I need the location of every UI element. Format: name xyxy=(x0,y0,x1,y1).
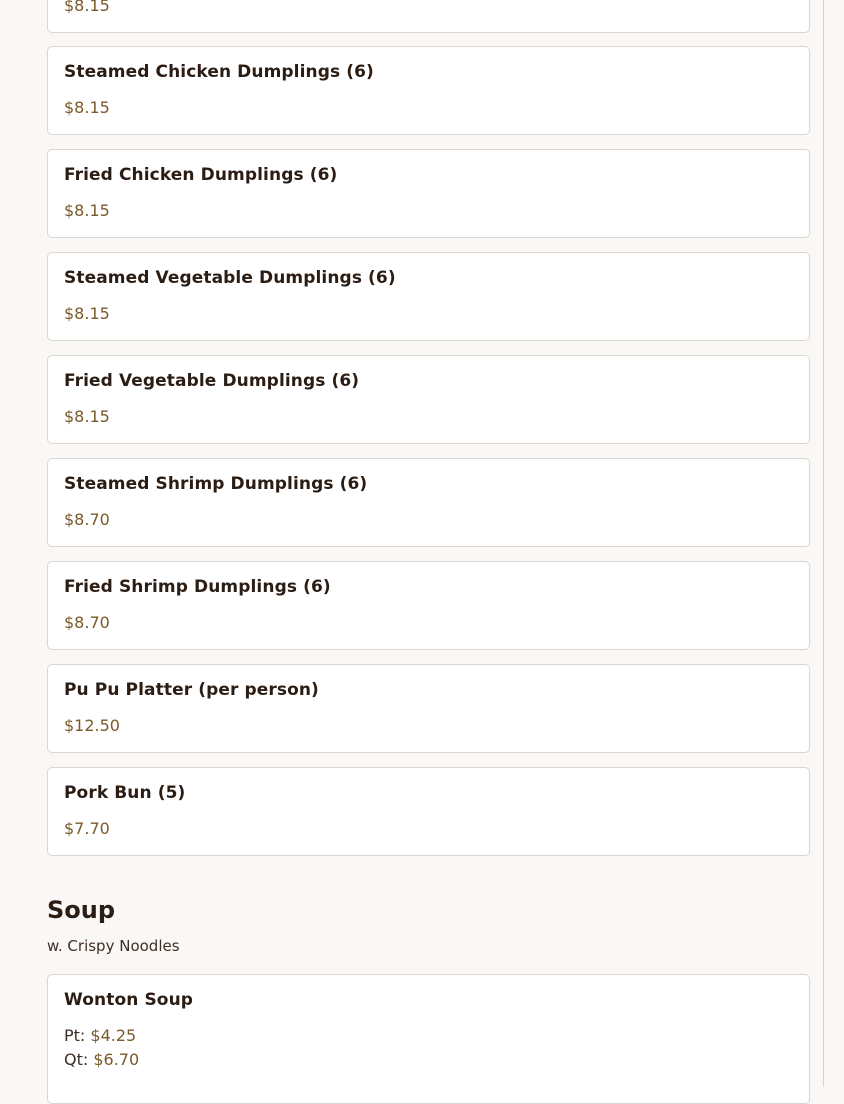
size-label: Pt: xyxy=(64,1026,86,1045)
menu-item-price: $8.15 xyxy=(64,304,110,323)
menu-item-card[interactable] xyxy=(47,149,810,238)
menu-item-name: Pork Bun (5) xyxy=(64,783,186,803)
size-price-line xyxy=(64,1026,136,1045)
menu-item-price: $8.15 xyxy=(64,98,110,117)
menu-item-card[interactable] xyxy=(47,974,810,1104)
size-price: $6.70 xyxy=(93,1050,140,1069)
menu-item-card[interactable] xyxy=(47,561,810,650)
section-subtitle: w. Crispy Noodles xyxy=(47,937,180,955)
menu-item-name: Pu Pu Platter (per person) xyxy=(64,680,319,700)
menu-item-card[interactable] xyxy=(47,664,810,753)
menu-item-price: $8.15 xyxy=(64,201,110,220)
menu-item-name: Fried Chicken Dumplings (6) xyxy=(64,165,338,185)
menu-item-price: $8.70 xyxy=(64,613,110,632)
size-price: $4.25 xyxy=(90,1026,137,1045)
menu-item-name: Steamed Shrimp Dumplings (6) xyxy=(64,474,368,494)
menu-item-price: $12.50 xyxy=(64,716,120,735)
size-label: Qt: xyxy=(64,1050,89,1069)
menu-item-card[interactable] xyxy=(47,0,810,33)
menu-item-card[interactable] xyxy=(47,458,810,547)
menu-item-price: $7.70 xyxy=(64,819,110,838)
section-title: Soup xyxy=(47,896,116,924)
menu-item-card[interactable] xyxy=(47,355,810,444)
menu-item-name: Wonton Soup xyxy=(64,990,194,1010)
size-price-line xyxy=(64,1050,139,1069)
menu-item-name: Fried Shrimp Dumplings (6) xyxy=(64,577,331,597)
menu-item-card[interactable] xyxy=(47,252,810,341)
menu-item-price: $8.15 xyxy=(64,407,110,426)
menu-item-price: $8.15 xyxy=(64,0,110,15)
menu-item-card[interactable] xyxy=(47,767,810,856)
page-right-border xyxy=(823,0,824,1087)
menu-item-price: $8.70 xyxy=(64,510,110,529)
menu-item-card[interactable] xyxy=(47,46,810,135)
menu-item-name: Steamed Chicken Dumplings (6) xyxy=(64,62,374,82)
menu-item-name: Steamed Vegetable Dumplings (6) xyxy=(64,268,396,288)
menu-item-name: Fried Vegetable Dumplings (6) xyxy=(64,371,360,391)
